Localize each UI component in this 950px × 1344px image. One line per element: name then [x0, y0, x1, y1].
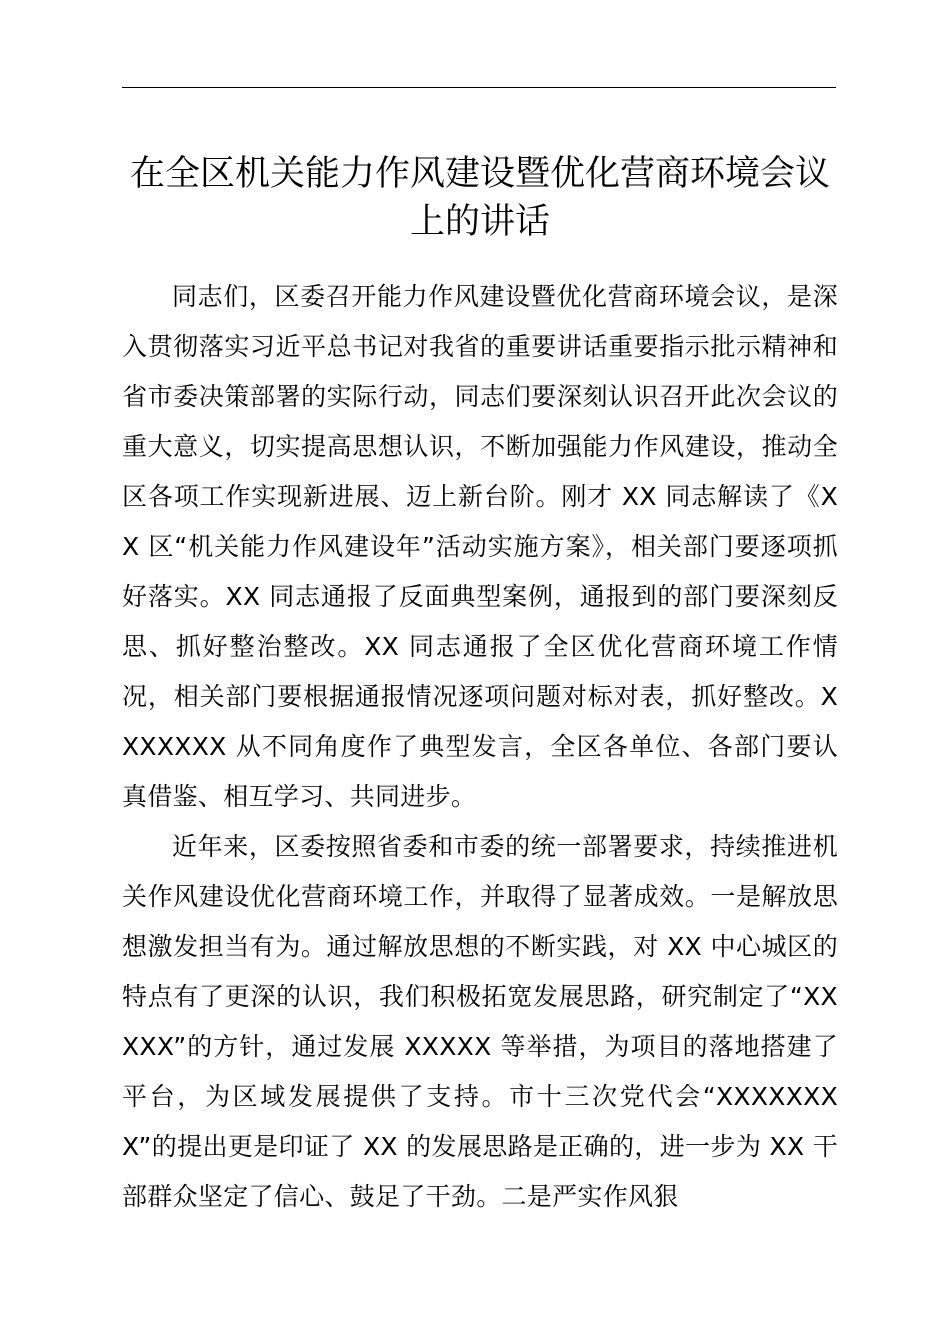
title-line-2: 上的讲话: [409, 202, 550, 242]
title-line-1: 在全区机关能力作风建设暨优化营商环境会议: [129, 154, 830, 194]
paragraph-2: 近年来，区委按照省委和市委的统一部署要求，持续推进机关作风建设优化营商环境工作，并取得了显著成效。一是解放思想激发担当有为。通过解放思想的不断实践，对 XX 中心城区的特点有了更深的认识，我们积极拓宽发展思路，研究制定了“XXXXX”的方针，通过发展 XXXXX 等举措，为项目的落地搭建了平台，为区域发展提供了支持。市十三次党代会“XXXXXXXX”的提出更是印证了 XX 的发展思路是正确的，进一步为 XX 干部群众坚定了信心、鼓足了干劲。二是严实作风狠: [122, 832, 838, 1211]
document-title: [110, 150, 850, 246]
paragraph-1: 同志们，区委召开能力作风建设暨优化营商环境会议，是深入贯彻落实习近平总书记对我省的重要讲话重要指示批示精神和省市委决策部署的实际行动，同志们要深刻认识召开此次会议的重大意义，切实提高思想认识，不断加强能力作风建设，推动全区各项工作实现新进展、迈上新台阶。刚才 XX 同志解读了《XX 区“机关能力作风建设年”活动实施方案》，相关部门要逐项抓好落实。XX 同志通报了反面典型案例，通报到的部门要深刻反思、抓好整治整改。XX 同志通报了全区优化营商环境工作情况，相关部门要根据通报情况逐项问题对标对表，抓好整改。XXXXXXX 从不同角度作了典型发言，全区各单位、各部门要认真借鉴、相互学习、共同进步。: [122, 282, 838, 811]
document-body: [122, 272, 838, 1222]
header-divider: [122, 87, 836, 88]
